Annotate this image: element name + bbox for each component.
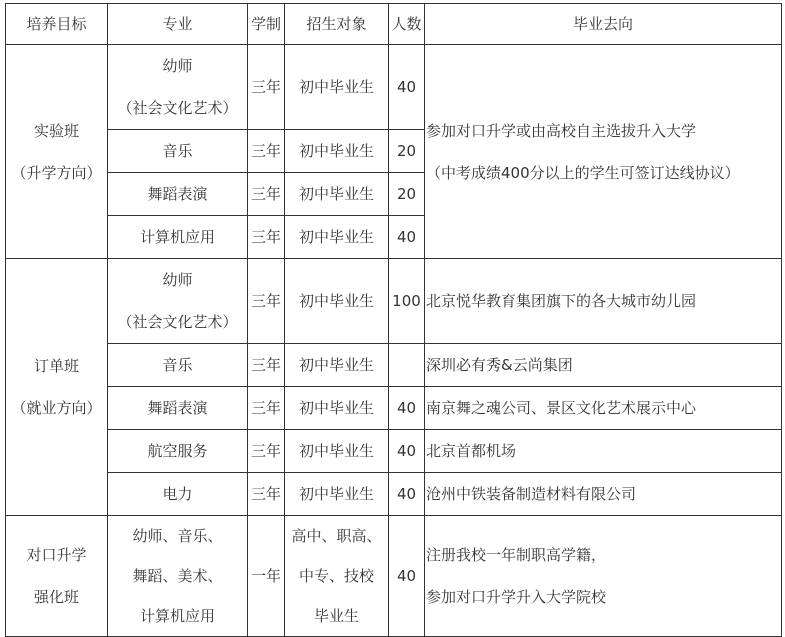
- destination-cell: 沧州中铁装备制造材料有限公司: [425, 473, 782, 516]
- header-target: 招生对象: [285, 4, 389, 45]
- count-cell: 40: [389, 387, 425, 430]
- years-cell: 三年: [248, 344, 285, 387]
- table-row: [6, 516, 782, 637]
- target-cell: 初中毕业生: [285, 216, 389, 259]
- goal-line: 对口升学: [26, 546, 87, 564]
- major-line: （社会文化艺术）: [117, 313, 238, 331]
- years-cell: 一年: [248, 516, 285, 637]
- destination-cell: [425, 516, 782, 637]
- count-cell: 40: [389, 473, 425, 516]
- major-cell: 计算机应用: [108, 216, 248, 259]
- destination-cell: 深圳必有秀&云尚集团: [425, 344, 782, 387]
- table-row: [6, 387, 782, 430]
- target-line: 毕业生: [313, 607, 359, 625]
- major-line: 幼师: [162, 57, 193, 75]
- goal-line: 强化班: [33, 588, 79, 606]
- major-line: 幼师: [162, 271, 193, 289]
- major-cell: [108, 259, 248, 344]
- major-line: （社会文化艺术）: [117, 99, 238, 117]
- major-cell: 电力: [108, 473, 248, 516]
- count-cell: 40: [389, 45, 425, 130]
- count-cell: [389, 344, 425, 387]
- table-row: [6, 430, 782, 473]
- years-cell: 三年: [248, 173, 285, 216]
- count-cell: 40: [389, 430, 425, 473]
- major-cell: [108, 45, 248, 130]
- target-cell: 初中毕业生: [285, 130, 389, 173]
- target-cell: 初中毕业生: [285, 344, 389, 387]
- goal-cell: [6, 516, 108, 637]
- years-cell: 三年: [248, 387, 285, 430]
- years-cell: 三年: [248, 216, 285, 259]
- years-cell: 三年: [248, 473, 285, 516]
- count-cell: 100: [389, 259, 425, 344]
- header-goal: 培养目标: [6, 4, 108, 45]
- destination-cell: [425, 45, 782, 259]
- target-cell: 初中毕业生: [285, 430, 389, 473]
- target-line: 高中、职高、: [291, 527, 382, 545]
- header-major: 专业: [108, 4, 248, 45]
- target-cell: 初中毕业生: [285, 387, 389, 430]
- count-cell: 40: [389, 516, 425, 637]
- major-line: 幼师、音乐、: [132, 527, 223, 545]
- years-cell: 三年: [248, 259, 285, 344]
- major-cell: 舞蹈表演: [108, 173, 248, 216]
- target-line: 中专、技校: [298, 567, 374, 585]
- target-cell: 初中毕业生: [285, 473, 389, 516]
- major-cell: 舞蹈表演: [108, 387, 248, 430]
- destination-line: 参加对口升学或由高校自主选拔升入大学: [426, 121, 697, 140]
- target-cell: 初中毕业生: [285, 259, 389, 344]
- enrollment-plan-table: [5, 3, 782, 637]
- years-cell: 三年: [248, 45, 285, 130]
- destination-cell: 北京悦华教育集团旗下的各大城市幼儿园: [425, 259, 782, 344]
- major-cell: 音乐: [108, 130, 248, 173]
- header-count: 人数: [389, 4, 425, 45]
- major-cell: 航空服务: [108, 430, 248, 473]
- major-cell: [108, 516, 248, 637]
- destination-line: 参加对口升学升入大学院校: [426, 588, 607, 606]
- destination-cell: 南京舞之魂公司、景区文化艺术展示中心: [425, 387, 782, 430]
- destination-line: 注册我校一年制职高学籍，: [426, 546, 607, 564]
- major-line: 计算机应用: [139, 607, 215, 625]
- years-cell: 三年: [248, 130, 285, 173]
- goal-line: （就业方向）: [11, 399, 102, 417]
- target-cell: [285, 516, 389, 637]
- header-years: 学制: [248, 4, 285, 45]
- goal-cell: [6, 259, 108, 516]
- count-cell: 20: [389, 130, 425, 173]
- count-cell: 20: [389, 173, 425, 216]
- header-row: [6, 4, 782, 45]
- goal-line: 实验班: [33, 121, 79, 140]
- target-cell: 初中毕业生: [285, 173, 389, 216]
- goal-cell: [6, 45, 108, 259]
- target-cell: 初中毕业生: [285, 45, 389, 130]
- years-cell: 三年: [248, 430, 285, 473]
- goal-line: （升学方向）: [11, 163, 102, 182]
- goal-line: 订单班: [33, 357, 79, 375]
- table-row: [6, 259, 782, 344]
- table-row: [6, 473, 782, 516]
- table-row: [6, 45, 782, 130]
- table-row: [6, 344, 782, 387]
- count-cell: 40: [389, 216, 425, 259]
- major-cell: 音乐: [108, 344, 248, 387]
- destination-line: （中考成绩400分以上的学生可签订达线协议）: [426, 163, 740, 182]
- header-destination: 毕业去向: [425, 4, 782, 45]
- major-line: 舞蹈、美术、: [132, 567, 223, 585]
- destination-cell: 北京首都机场: [425, 430, 782, 473]
